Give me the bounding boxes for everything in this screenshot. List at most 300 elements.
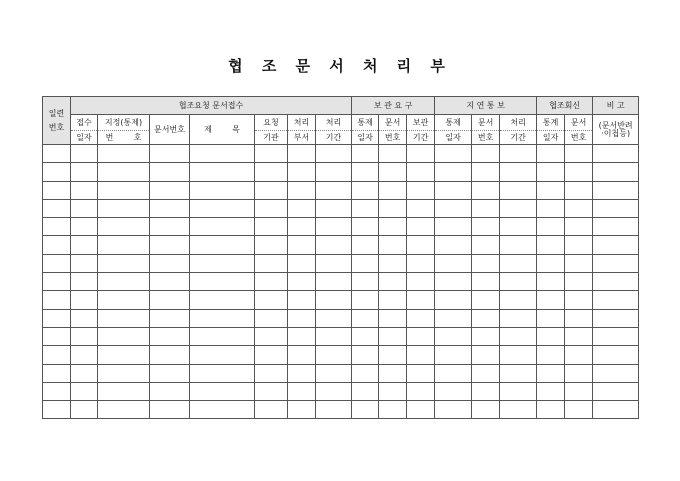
table-cell[interactable] [435,291,472,309]
table-cell[interactable] [435,309,472,327]
table-cell[interactable] [565,218,593,236]
table-cell[interactable] [316,236,352,254]
table-cell[interactable] [407,309,435,327]
table-cell[interactable] [565,254,593,272]
table-cell[interactable] [593,218,639,236]
table-cell[interactable] [500,218,537,236]
table-row [43,273,639,291]
table-cell[interactable] [565,236,593,254]
table-cell[interactable] [288,273,316,291]
header-receipt-date: 접수 [71,115,98,131]
table-cell[interactable] [71,199,98,217]
table-cell[interactable] [500,163,537,181]
table-cell[interactable] [98,273,150,291]
header-receipt-date-2: 일자 [71,131,98,145]
table-cell[interactable] [150,254,190,272]
table-cell[interactable] [71,273,98,291]
table-cell[interactable] [255,327,288,345]
table-cell[interactable] [537,199,565,217]
table-cell[interactable] [150,145,190,163]
table-cell[interactable] [288,181,316,199]
table-cell[interactable] [43,327,71,345]
table-cell[interactable] [43,163,71,181]
table-row [43,181,639,199]
table-cell[interactable] [379,291,407,309]
table-cell[interactable] [255,236,288,254]
table-cell[interactable] [98,291,150,309]
table-cell[interactable] [379,199,407,217]
table-cell[interactable] [472,291,500,309]
table-cell[interactable] [190,236,255,254]
table-cell[interactable] [150,291,190,309]
table-cell[interactable] [500,199,537,217]
table-cell[interactable] [352,291,379,309]
table-cell[interactable] [435,181,472,199]
table-cell[interactable] [435,401,472,419]
table-cell[interactable] [593,236,639,254]
header-subject: 제 목 [190,115,255,145]
table-cell[interactable] [255,309,288,327]
header-designation-number-2: 번 호 [98,131,150,145]
table-cell[interactable] [500,181,537,199]
header-delay-doc-number-2: 번호 [472,131,500,145]
table-cell[interactable] [352,236,379,254]
table-cell[interactable] [316,163,352,181]
table-cell[interactable] [352,199,379,217]
table-cell[interactable] [565,181,593,199]
table-cell[interactable] [500,401,537,419]
table-cell[interactable] [288,236,316,254]
table-cell[interactable] [537,401,565,419]
table-cell[interactable] [379,382,407,400]
header-serial-number: 일련 번호 [43,97,71,145]
table-cell[interactable] [255,218,288,236]
table-cell[interactable] [98,181,150,199]
table-cell[interactable] [98,401,150,419]
table-cell[interactable] [352,181,379,199]
table-cell[interactable] [190,163,255,181]
table-cell[interactable] [288,163,316,181]
table-cell[interactable] [190,382,255,400]
table-cell[interactable] [150,346,190,364]
table-cell[interactable] [43,364,71,382]
table-cell[interactable] [316,291,352,309]
table-cell[interactable] [150,236,190,254]
header-ret-doc-number: 문서 [379,115,407,131]
header-reply-control-date: 통계 [537,115,565,131]
table-cell[interactable] [316,401,352,419]
table-cell[interactable] [288,382,316,400]
table-cell[interactable] [255,346,288,364]
table-cell[interactable] [255,364,288,382]
table-cell[interactable] [565,309,593,327]
table-cell[interactable] [472,199,500,217]
table-cell[interactable] [316,145,352,163]
table-cell[interactable] [316,273,352,291]
header-remarks-note: (문서반려 ·이첩등) [593,115,639,145]
header-ret-period-2: 기간 [407,131,435,145]
table-cell[interactable] [500,145,537,163]
header-document-number: 문서번호 [150,115,190,145]
table-cell[interactable] [472,181,500,199]
table-cell[interactable] [288,254,316,272]
table-cell[interactable] [435,254,472,272]
table-cell[interactable] [435,273,472,291]
table-cell[interactable] [565,291,593,309]
header-reply-control-date-2: 일자 [537,131,565,145]
table-cell[interactable] [435,236,472,254]
table-cell[interactable] [435,327,472,345]
table-cell[interactable] [472,236,500,254]
table-cell[interactable] [379,273,407,291]
table-cell[interactable] [500,291,537,309]
header-ret-control-date: 통제 [352,115,379,131]
table-cell[interactable] [407,382,435,400]
header-delay-doc-number: 문서 [472,115,500,131]
table-cell[interactable] [98,254,150,272]
header-handling-dept: 처리 [288,115,316,131]
table-cell[interactable] [71,401,98,419]
table-cell[interactable] [316,199,352,217]
table-cell[interactable] [255,181,288,199]
table-cell[interactable] [43,309,71,327]
table-cell[interactable] [407,145,435,163]
table-cell[interactable] [71,254,98,272]
table-cell[interactable] [407,236,435,254]
table-cell[interactable] [255,145,288,163]
table-cell[interactable] [500,273,537,291]
table-cell[interactable] [352,309,379,327]
table-cell[interactable] [435,163,472,181]
table-cell[interactable] [43,273,71,291]
page-title: 협 조 문 서 처 리 부 [228,57,452,75]
table-cell[interactable] [71,181,98,199]
table-cell[interactable] [352,364,379,382]
header-ret-period: 보관 [407,115,435,131]
table-cell[interactable] [472,273,500,291]
header-handling-period-2: 기간 [316,131,352,145]
table-cell[interactable] [407,346,435,364]
table-cell[interactable] [472,163,500,181]
table-cell[interactable] [150,364,190,382]
table-cell[interactable] [593,291,639,309]
table-cell[interactable] [379,236,407,254]
table-cell[interactable] [150,218,190,236]
table-cell[interactable] [316,309,352,327]
table-cell[interactable] [255,401,288,419]
table-cell[interactable] [500,254,537,272]
table-cell[interactable] [379,364,407,382]
table-row [43,401,639,419]
table-cell[interactable] [352,327,379,345]
table-row [43,327,639,345]
table-cell[interactable] [472,218,500,236]
table-cell[interactable] [537,382,565,400]
table-cell[interactable] [472,364,500,382]
table-cell[interactable] [71,309,98,327]
table-cell[interactable] [352,254,379,272]
table-cell[interactable] [537,291,565,309]
table-cell[interactable] [288,218,316,236]
table-cell[interactable] [565,145,593,163]
table-cell[interactable] [288,145,316,163]
table-cell[interactable] [435,218,472,236]
table-cell[interactable] [500,309,537,327]
table-cell[interactable] [71,291,98,309]
table-cell[interactable] [316,364,352,382]
table-cell[interactable] [472,382,500,400]
table-cell[interactable] [288,401,316,419]
table-cell[interactable] [379,254,407,272]
table-cell[interactable] [537,145,565,163]
table-cell[interactable] [150,273,190,291]
table-cell[interactable] [593,401,639,419]
table-cell[interactable] [565,382,593,400]
header-request-org: 요청 [255,115,288,131]
table-cell[interactable] [407,163,435,181]
header-request-org-2: 기관 [255,131,288,145]
table-cell[interactable] [407,181,435,199]
header-delay-control-date: 통제 [435,115,472,131]
table-cell[interactable] [500,382,537,400]
table-cell[interactable] [407,254,435,272]
header-ret-doc-number-2: 번호 [379,131,407,145]
table-row [43,236,639,254]
table-cell[interactable] [537,346,565,364]
table-cell[interactable] [190,291,255,309]
table-cell[interactable] [537,254,565,272]
table-cell[interactable] [500,327,537,345]
table-cell[interactable] [593,346,639,364]
table-cell[interactable] [379,218,407,236]
table-cell[interactable] [379,163,407,181]
table-cell[interactable] [565,346,593,364]
table-cell[interactable] [43,291,71,309]
table-cell[interactable] [472,401,500,419]
table-cell[interactable] [500,364,537,382]
table-cell[interactable] [379,346,407,364]
table-cell[interactable] [71,346,98,364]
table-cell[interactable] [288,309,316,327]
table-cell[interactable] [190,346,255,364]
table-cell[interactable] [565,163,593,181]
table-cell[interactable] [352,273,379,291]
table-cell[interactable] [288,364,316,382]
table-cell[interactable] [435,382,472,400]
header-designation-number: 지정(통제) [98,115,150,131]
table-cell[interactable] [593,273,639,291]
table-cell[interactable] [43,181,71,199]
table-cell[interactable] [435,199,472,217]
table-cell[interactable] [379,181,407,199]
table-cell[interactable] [43,401,71,419]
table-row [43,309,639,327]
table-cell[interactable] [190,254,255,272]
table-cell[interactable] [71,218,98,236]
table-cell[interactable] [43,254,71,272]
header-receipt-group: 협조요청 문서접수 [71,97,352,115]
table-cell[interactable] [352,401,379,419]
table-cell[interactable] [565,273,593,291]
table-row [43,382,639,400]
table-cell[interactable] [71,163,98,181]
table-cell[interactable] [190,199,255,217]
table-cell[interactable] [537,327,565,345]
table-cell[interactable] [43,199,71,217]
table-cell[interactable] [150,382,190,400]
table-cell[interactable] [150,309,190,327]
table-cell[interactable] [537,364,565,382]
table-cell[interactable] [98,145,150,163]
table-cell[interactable] [150,163,190,181]
table-cell[interactable] [407,199,435,217]
table-cell[interactable] [255,382,288,400]
table-cell[interactable] [71,236,98,254]
table-cell[interactable] [407,218,435,236]
table-cell[interactable] [98,218,150,236]
table-cell[interactable] [150,401,190,419]
table-cell[interactable] [71,382,98,400]
table-cell[interactable] [190,218,255,236]
table-row [43,346,639,364]
table-cell[interactable] [435,346,472,364]
table-cell[interactable] [190,327,255,345]
table-cell[interactable] [98,327,150,345]
table-cell[interactable] [190,181,255,199]
table-row [43,199,639,217]
table-cell[interactable] [255,273,288,291]
table-cell[interactable] [190,273,255,291]
table-cell[interactable] [565,401,593,419]
table-cell[interactable] [593,145,639,163]
table-cell[interactable] [316,382,352,400]
table-cell[interactable] [500,236,537,254]
header-delay-period-2: 기간 [500,131,537,145]
table-row [43,364,639,382]
table-cell[interactable] [43,218,71,236]
table-cell[interactable] [537,273,565,291]
table-cell[interactable] [379,401,407,419]
table-cell[interactable] [407,273,435,291]
table-cell[interactable] [435,364,472,382]
table-cell[interactable] [98,346,150,364]
table-cell[interactable] [407,364,435,382]
table-cell[interactable] [255,163,288,181]
table-cell[interactable] [316,346,352,364]
table-cell[interactable] [352,382,379,400]
table-cell[interactable] [316,327,352,345]
table-cell[interactable] [565,364,593,382]
table-cell[interactable] [472,254,500,272]
table-cell[interactable] [352,218,379,236]
table-cell[interactable] [472,327,500,345]
table-cell[interactable] [407,401,435,419]
table-cell[interactable] [43,346,71,364]
table-cell[interactable] [407,291,435,309]
table-cell[interactable] [255,254,288,272]
table-cell[interactable] [71,364,98,382]
table-cell[interactable] [352,163,379,181]
table-cell[interactable] [190,401,255,419]
table-cell[interactable] [190,309,255,327]
table-cell[interactable] [379,327,407,345]
header-ret-control-date-2: 일자 [352,131,379,145]
table-cell[interactable] [190,145,255,163]
table-cell[interactable] [43,145,71,163]
document-ledger-table [42,96,639,419]
table-cell[interactable] [150,181,190,199]
header-handling-dept-2: 부서 [288,131,316,145]
table-cell[interactable] [407,327,435,345]
table-cell[interactable] [288,346,316,364]
table-cell[interactable] [593,327,639,345]
table-cell[interactable] [43,236,71,254]
table-cell[interactable] [43,382,71,400]
table-cell[interactable] [537,309,565,327]
table-cell[interactable] [537,181,565,199]
table-cell[interactable] [316,218,352,236]
header-reply-group: 협조회신 [537,97,593,115]
table-cell[interactable] [593,309,639,327]
table-cell[interactable] [98,382,150,400]
table-cell[interactable] [379,145,407,163]
table-row [43,145,639,163]
table-cell[interactable] [565,199,593,217]
table-cell[interactable] [98,199,150,217]
table-cell[interactable] [472,346,500,364]
table-cell[interactable] [593,199,639,217]
table-cell[interactable] [472,145,500,163]
table-cell[interactable] [316,181,352,199]
table-cell[interactable] [98,364,150,382]
table-cell[interactable] [288,199,316,217]
table-cell[interactable] [71,327,98,345]
header-handling-period: 처리 [316,115,352,131]
table-cell[interactable] [472,309,500,327]
table-cell[interactable] [593,254,639,272]
table-cell[interactable] [537,236,565,254]
table-cell[interactable] [255,199,288,217]
table-cell[interactable] [150,199,190,217]
table-cell[interactable] [288,327,316,345]
table-cell[interactable] [537,163,565,181]
table-cell[interactable] [593,382,639,400]
table-cell[interactable] [352,346,379,364]
table-cell[interactable] [593,163,639,181]
table-cell[interactable] [71,145,98,163]
table-row [43,291,639,309]
table-cell[interactable] [98,309,150,327]
header-retention-group: 보 관 요 구 [352,97,435,115]
table-cell[interactable] [190,364,255,382]
table-cell[interactable] [255,291,288,309]
table-cell[interactable] [150,327,190,345]
header-remarks: 비 고 [593,97,639,115]
table-cell[interactable] [316,254,352,272]
table-cell[interactable] [435,145,472,163]
header-reply-doc-number-2: 번호 [565,131,593,145]
table-cell[interactable] [288,291,316,309]
table-cell[interactable] [352,145,379,163]
table-cell[interactable] [98,236,150,254]
table-cell[interactable] [537,218,565,236]
table-cell[interactable] [593,364,639,382]
table-cell[interactable] [593,181,639,199]
table-cell[interactable] [500,346,537,364]
table-cell[interactable] [565,327,593,345]
table-cell[interactable] [379,309,407,327]
table-cell[interactable] [98,163,150,181]
